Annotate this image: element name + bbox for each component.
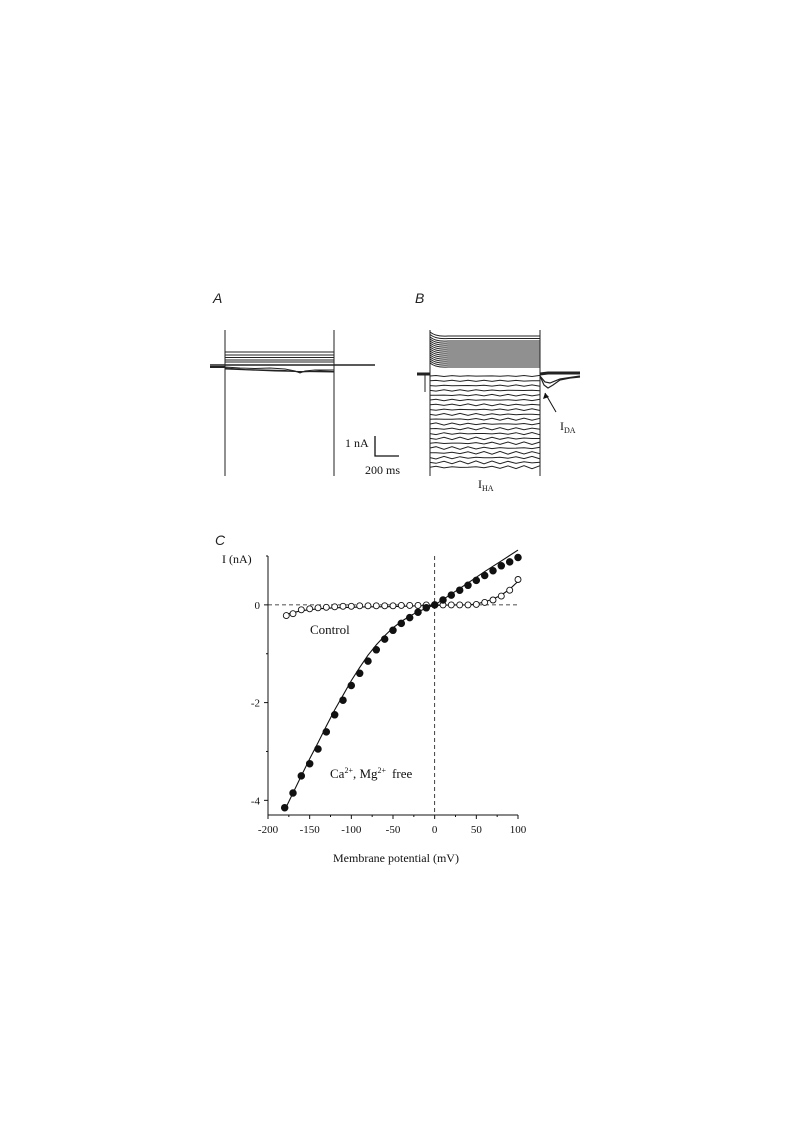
- control-data-point: [340, 603, 346, 609]
- free-data-point: [323, 729, 330, 736]
- free-data-point: [348, 682, 355, 689]
- free-data-point: [431, 602, 438, 609]
- b-lower-trace: [430, 380, 540, 381]
- y-tick-label: -4: [250, 795, 260, 808]
- series-annotations: [310, 622, 412, 781]
- panel-b-label: B: [415, 290, 425, 306]
- b-lower-trace: [430, 375, 540, 376]
- control-data-point: [315, 605, 321, 611]
- b-upper-trace: [430, 332, 540, 336]
- control-data-point: [448, 602, 454, 608]
- control-data-point: [332, 604, 338, 610]
- b-lower-trace: [430, 413, 540, 415]
- free-data-point: [390, 627, 397, 634]
- b-lower-trace: [430, 466, 540, 469]
- y-tick-label: 0: [254, 599, 260, 612]
- b-lower-trace: [430, 442, 540, 445]
- control-data-point: [283, 613, 289, 619]
- x-axis-label: Membrane potential (mV): [333, 851, 459, 865]
- b-lower-trace: [430, 399, 540, 401]
- x-tick-label: 100: [509, 824, 527, 836]
- control-data-point: [298, 607, 304, 613]
- free-data-point: [448, 592, 455, 599]
- b-lower-trace: [430, 394, 540, 396]
- free-data-point: [515, 554, 522, 561]
- control-data-point: [365, 603, 371, 609]
- free-data-point: [306, 760, 313, 767]
- x-tick-label: 0: [431, 824, 438, 836]
- control-series-label: Control: [310, 622, 350, 637]
- free-data-point: [298, 773, 305, 780]
- control-data-point: [323, 604, 329, 610]
- b-lower-trace: [430, 447, 540, 450]
- control-data-point: [290, 611, 296, 617]
- free-data-point: [423, 605, 430, 612]
- free-data-point: [381, 636, 388, 643]
- scale-bar-current-label: 1 nA: [345, 436, 369, 450]
- control-data-point: [465, 602, 471, 608]
- b-lower-trace: [430, 451, 540, 454]
- free-data-point: [356, 670, 363, 677]
- panel-b-traces: [417, 330, 580, 476]
- y-axis-label: I (nA): [222, 552, 252, 566]
- control-data-point: [482, 599, 488, 605]
- free-data-point: [373, 647, 380, 654]
- free-data-point: [473, 577, 480, 584]
- b-lower-trace: [430, 428, 540, 430]
- control-data-point: [415, 602, 421, 608]
- control-data-point: [382, 603, 388, 609]
- control-data-point: [407, 602, 413, 608]
- free-data-point: [506, 559, 513, 566]
- x-tick-label: -150: [299, 824, 320, 836]
- free-data-point: [365, 658, 372, 665]
- b-lower-trace: [430, 456, 540, 459]
- free-data-point: [398, 620, 405, 627]
- free-data-point: [465, 582, 472, 589]
- control-data-point: [490, 597, 496, 603]
- scale-bar: [345, 436, 400, 477]
- b-lower-trace: [430, 423, 540, 425]
- i-da-label: $I_{DA}$: [560, 419, 576, 435]
- panel-c-label: C: [215, 532, 226, 548]
- free-data-point: [415, 609, 422, 616]
- free-data-point: [340, 697, 347, 704]
- free-data-point: [406, 614, 413, 621]
- x-tick-label: -200: [257, 824, 279, 836]
- i-ha-label: $I_{HA}$: [478, 477, 494, 493]
- control-data-point: [498, 593, 504, 599]
- free-data-point: [490, 567, 497, 574]
- control-data-point: [390, 603, 396, 609]
- panel-a-traces: [210, 330, 375, 476]
- control-data-point: [348, 603, 354, 609]
- panel-a-label: A: [213, 290, 223, 306]
- control-data-point: [507, 587, 513, 593]
- b-lower-trace: [430, 418, 540, 420]
- b-lower-trace: [430, 461, 540, 464]
- y-tick-label: -2: [250, 697, 260, 710]
- free-data-point: [456, 587, 463, 594]
- x-tick-label: -50: [385, 824, 401, 836]
- free-data-point: [315, 746, 322, 753]
- control-data-point: [373, 603, 379, 609]
- free-data-point: [440, 597, 447, 604]
- b-lower-trace: [430, 390, 540, 391]
- free-data-point: [498, 563, 505, 570]
- free-series-label: $Ca^{2+}$, $Mg^{2+}$ free: [330, 766, 413, 781]
- control-data-point: [457, 602, 463, 608]
- control-data-point: [357, 603, 363, 609]
- control-data-point: [398, 602, 404, 608]
- free-data-point: [481, 572, 488, 579]
- plot-area: [251, 550, 527, 836]
- b-lower-trace: [430, 409, 540, 411]
- control-data-point: [515, 577, 521, 583]
- x-tick-label: -100: [341, 824, 362, 836]
- b-lower-trace: [430, 437, 540, 439]
- x-tick-label: 50: [470, 824, 482, 836]
- b-lower-trace: [430, 404, 540, 406]
- free-data-point: [331, 712, 338, 719]
- control-data-point: [307, 606, 313, 612]
- b-lower-trace: [430, 433, 540, 435]
- b-lower-trace: [430, 385, 540, 386]
- free-data-point: [281, 804, 288, 811]
- free-data-point: [290, 790, 297, 797]
- control-data-point: [473, 601, 479, 607]
- scale-bar-time-label: 200 ms: [365, 463, 401, 477]
